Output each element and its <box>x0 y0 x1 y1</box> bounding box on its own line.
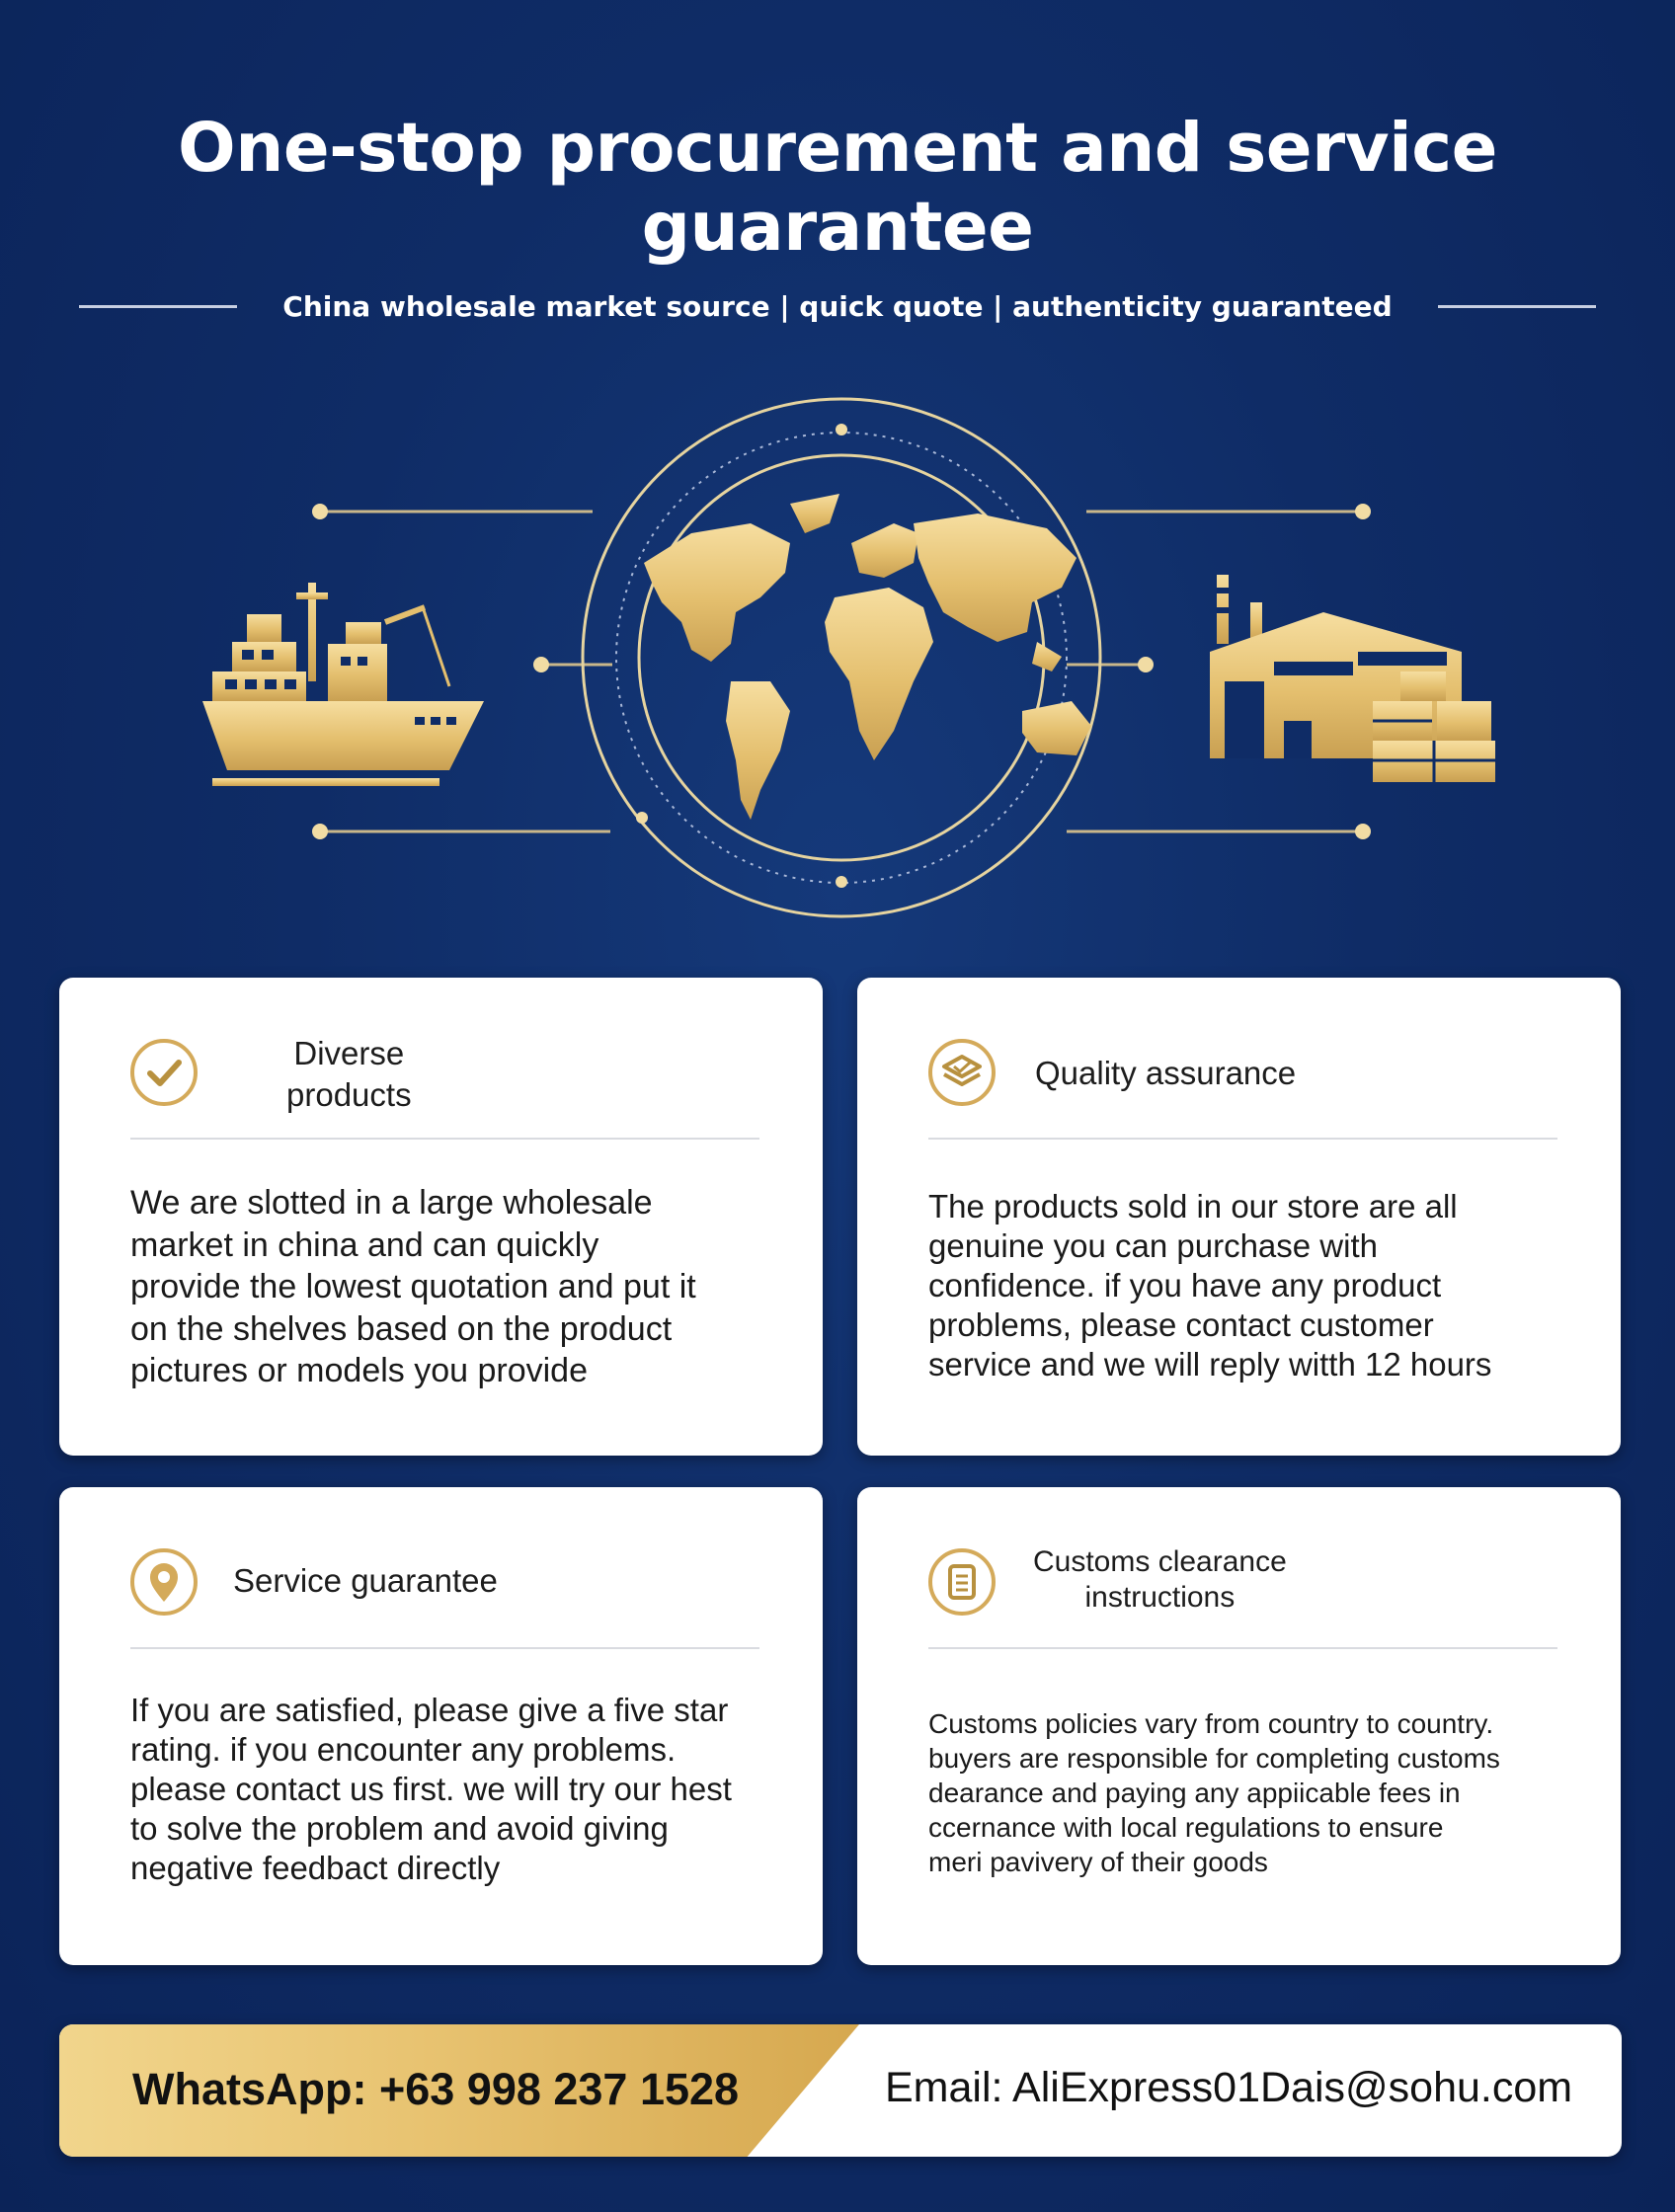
card-body-line: genuine you can purchase with <box>928 1227 1378 1264</box>
card-body-line: buyers are responsible for completing customs <box>928 1743 1500 1774</box>
card-body <box>928 1706 1603 1879</box>
card-body-line: service and we will reply witth 12 hours <box>928 1346 1492 1382</box>
card-body-line: meri pavivery of their goods <box>928 1847 1268 1877</box>
card-body-line: to solve the problem and avoid giving <box>130 1810 669 1847</box>
card-title-line: products <box>286 1076 412 1113</box>
whatsapp-contact[interactable]: WhatsApp: +63 998 237 1528 <box>132 2064 740 2114</box>
card-body-line: pictures or models you provide <box>130 1352 589 1389</box>
card-body-line: Customs policies vary from country to country. <box>928 1708 1494 1739</box>
card-body-line: market in china and can quickly <box>130 1225 599 1264</box>
card-body-line: ccernance with local regulations to ensure <box>928 1812 1444 1843</box>
card-body-line: please contact us first. we will try our hest <box>130 1771 732 1807</box>
subtitle-row <box>0 286 1675 326</box>
card-divider <box>928 1647 1557 1649</box>
card-diverse-products <box>59 978 823 1456</box>
contact-bar <box>59 2024 1622 2157</box>
page-title: One-stop procurement and service guarantee <box>178 109 1497 267</box>
card-body-line: negative feedbact directly <box>130 1850 501 1886</box>
subtitle: China wholesale market source | quick quote | authenticity guaranteed <box>282 289 1393 323</box>
logistics-illustration <box>0 385 1675 938</box>
card-body-line: rating. if you encounter any problems. <box>130 1731 677 1768</box>
card-divider <box>928 1138 1557 1140</box>
email-contact[interactable]: Email: AliExpress01Dais@sohu.com <box>885 2064 1573 2111</box>
card-body-line: problems, please contact customer <box>928 1306 1434 1343</box>
subtitle-rule-right <box>1438 305 1596 308</box>
layers-shield-icon <box>926 1037 997 1108</box>
card-body <box>130 1691 805 1888</box>
card-body-line: confidence. if you have any product <box>928 1267 1442 1304</box>
location-pin-icon <box>128 1546 199 1618</box>
card-body-line: If you are satisfied, please give a five star <box>130 1692 729 1728</box>
card-title <box>286 1033 412 1116</box>
check-circle-icon <box>128 1037 199 1108</box>
card-body-line: The products sold in our store are all <box>928 1188 1458 1224</box>
card-body-line: on the shelves based on the product <box>130 1309 673 1348</box>
cargo-ship-icon <box>202 583 484 786</box>
card-title-line: Diverse <box>293 1035 405 1071</box>
card-title: Service guarantee <box>233 1562 498 1599</box>
card-customs-clearance <box>857 1487 1621 1965</box>
card-quality-assurance <box>857 978 1621 1456</box>
card-divider <box>130 1138 759 1140</box>
card-title-line: instructions <box>1084 1581 1236 1614</box>
card-title <box>1033 1544 1287 1616</box>
subtitle-rule-left <box>79 305 237 308</box>
card-divider <box>130 1647 759 1649</box>
card-body-line: dearance and paying any appiicable fees in <box>928 1778 1461 1808</box>
card-body <box>928 1187 1603 1384</box>
card-title: Quality assurance <box>1035 1055 1297 1091</box>
card-title-line: Customs clearance <box>1033 1545 1287 1578</box>
world-globe-icon <box>644 494 1091 820</box>
card-body-line: We are slotted in a large wholesale <box>130 1184 653 1222</box>
card-service-guarantee <box>59 1487 823 1965</box>
card-body <box>130 1182 805 1392</box>
card-body-line: provide the lowest quotation and put it <box>130 1268 696 1305</box>
document-icon <box>926 1546 997 1618</box>
